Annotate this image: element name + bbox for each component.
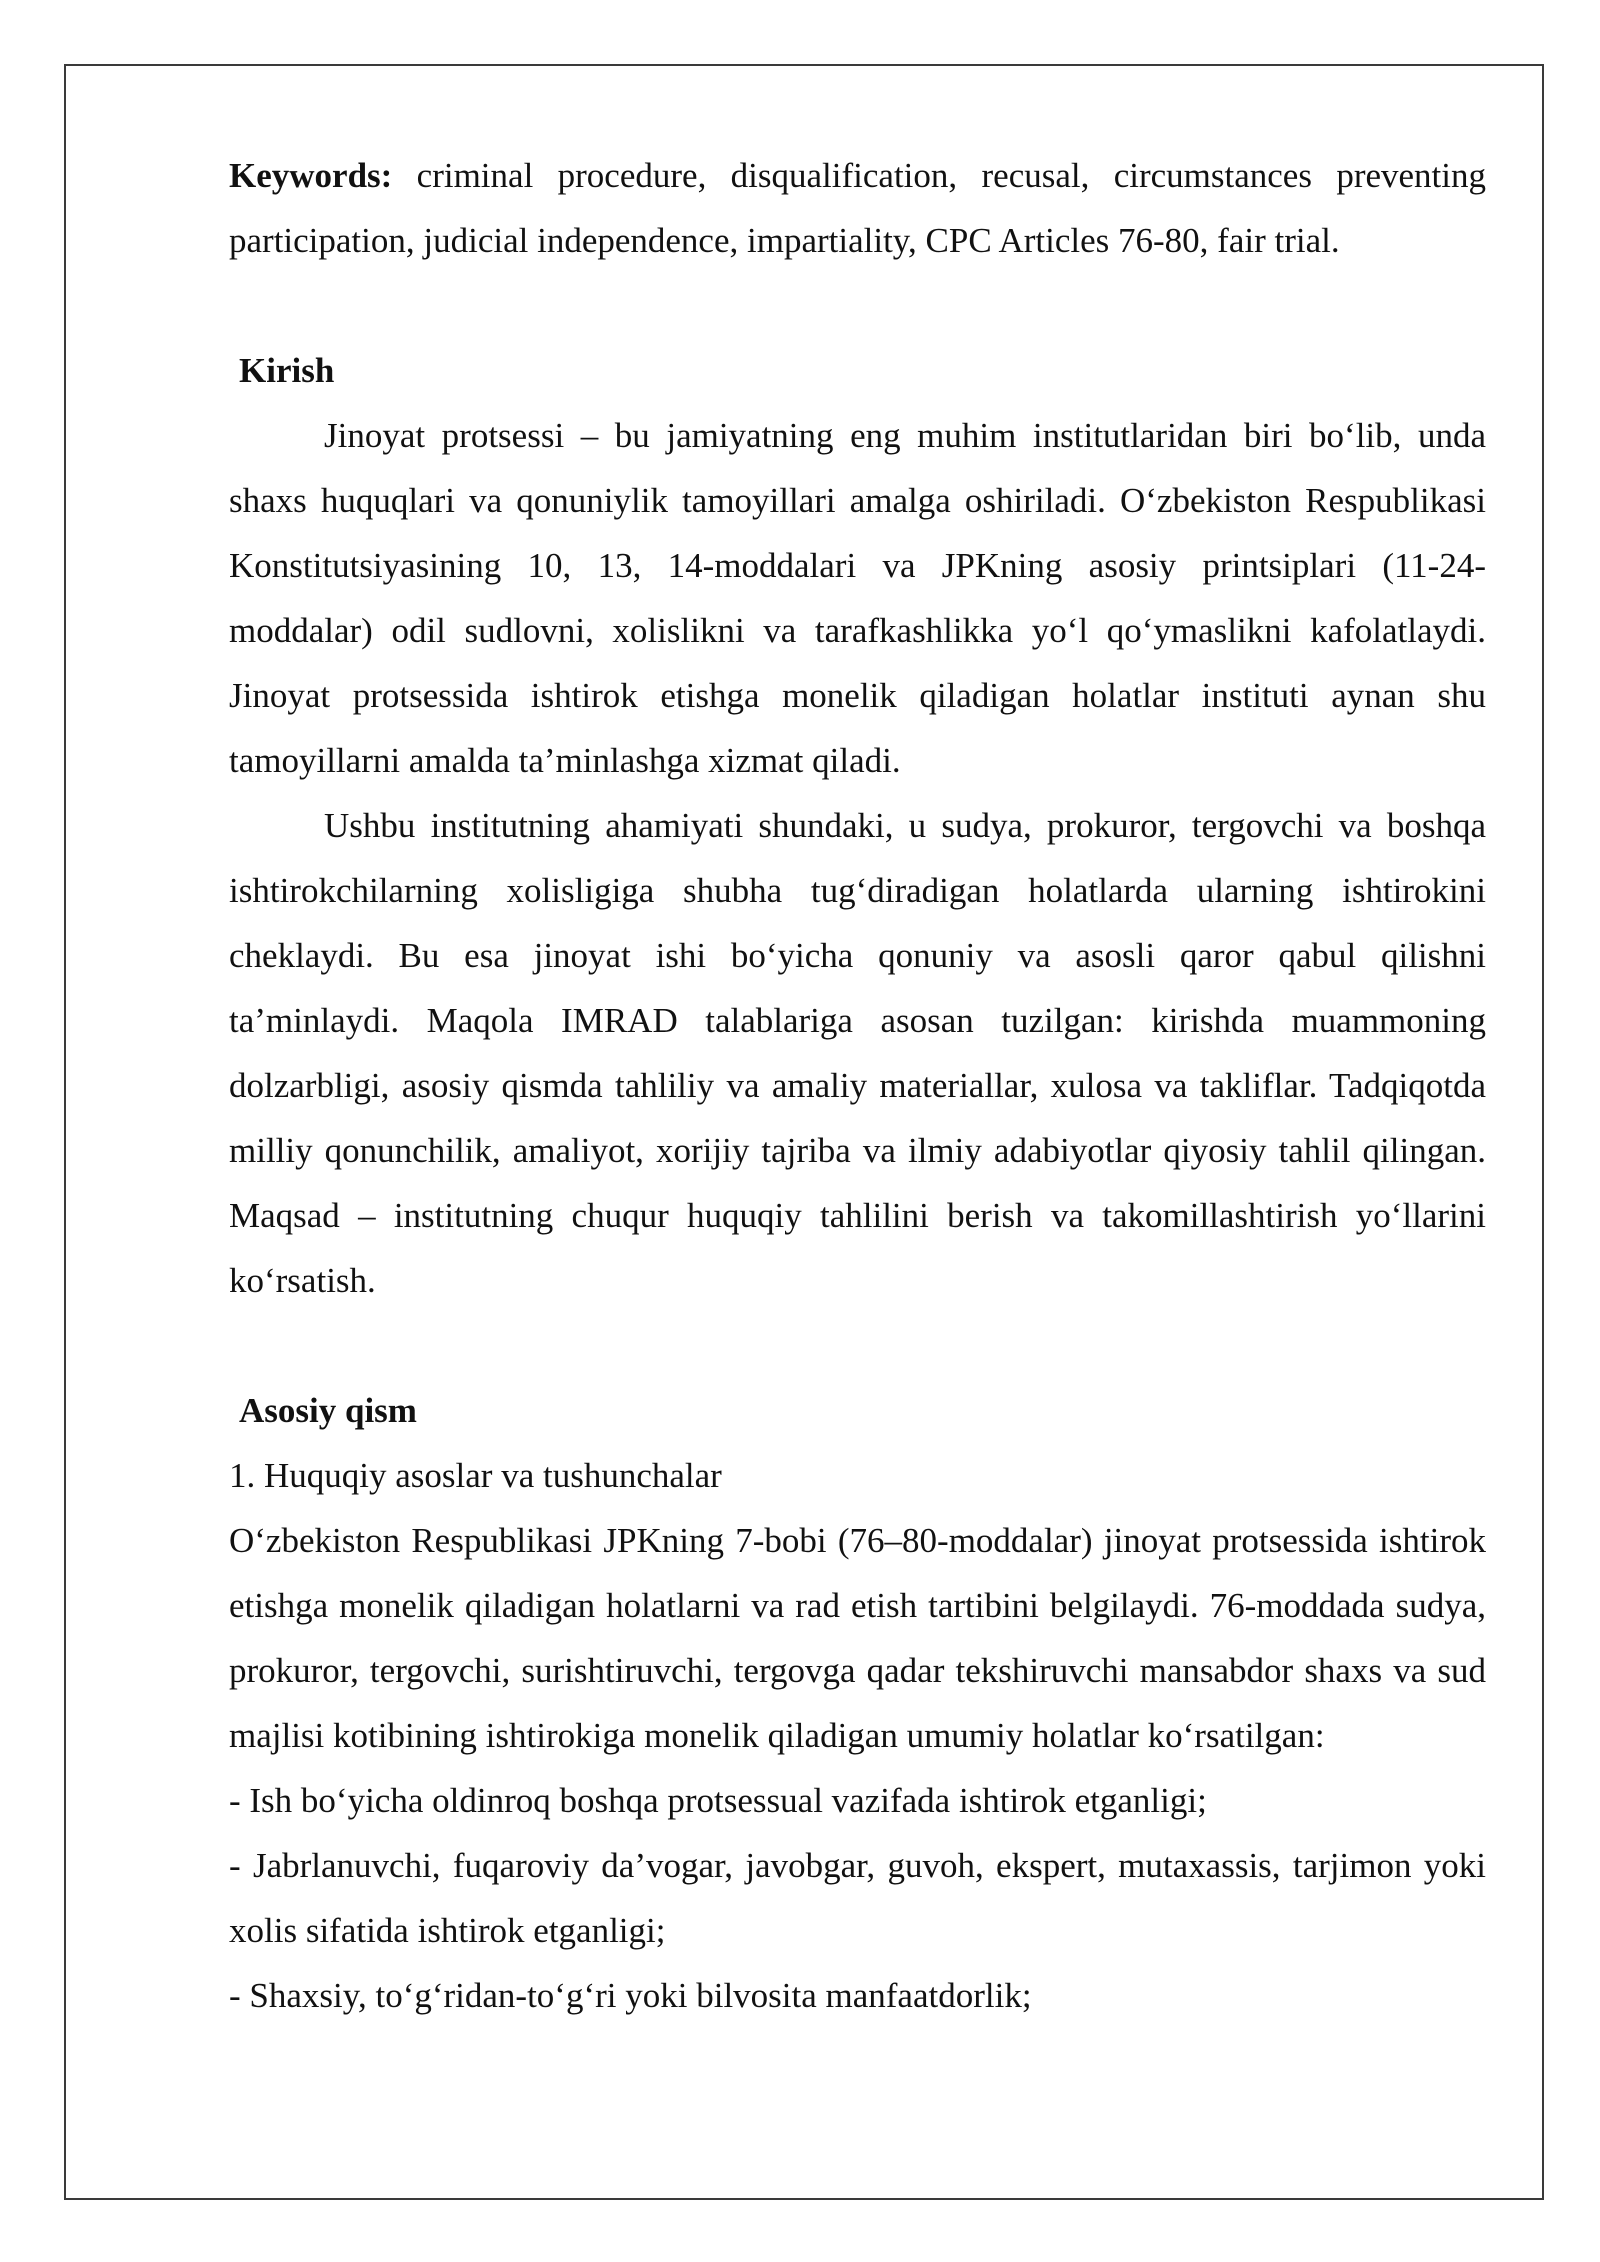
main-subheading: 1. Huquqiy asoslar va tushunchalar: [229, 1456, 722, 1495]
main-heading: Asosiy qism: [239, 1391, 417, 1430]
keywords-text: criminal procedure, disqualification, recusal, circumstances preventing participation, judicial independence, impartiality, CPC Articles 76-80, fair trial.: [229, 156, 1486, 260]
keywords-paragraph: [229, 143, 1486, 273]
list-item: - Shaxsiy, to‘g‘ridan-to‘g‘ri yoki bilvosita manfaatdorlik;: [229, 1976, 1032, 2015]
list-item: - Ish bo‘yicha oldinroq boshqa protsessual vazifada ishtirok etganligi;: [229, 1781, 1207, 1820]
main-paragraph: O‘zbekiston Respublikasi JPKning 7-bobi (76–80-moddalar) jinoyat protsessida ishtirok etishga monelik qiladigan holatlarni va rad etish tartibini belgilaydi. 76-moddada sudya, prokuror, tergovchi, surishtiruvchi, tergovga qadar tekshiruvchi mansabdor shaxs va sud majlisi kotibining ishtirokiga monelik qiladigan umumiy holatlar ko‘rsatilgan:: [229, 1521, 1486, 1755]
intro-heading: Kirish: [239, 351, 335, 390]
blank-line: [229, 1313, 1486, 1378]
document-body: [229, 143, 1486, 2028]
blank-line: [229, 273, 1486, 338]
list-item: - Jabrlanuvchi, fuqaroviy da’vogar, javobgar, guvoh, ekspert, mutaxassis, tarjimon yoki xolis sifatida ishtirok etganligi;: [229, 1846, 1486, 1950]
keywords-label: Keywords:: [229, 156, 393, 195]
intro-paragraph-2: Ushbu institutning ahamiyati shundaki, u sudya, prokuror, tergovchi va boshqa ishtirokchilarning xolisligiga shubha tug‘diradigan holatlarda ularning ishtirokini cheklaydi. Bu esa jinoyat ishi bo‘yicha qonuniy va asosli qaror qabul qilishni ta’minlaydi. Maqola IMRAD talablariga asosan tuzilgan: kirishda muammoning dolzarbligi, asosiy qismda tahliliy va amaliy materiallar, xulosa va takliflar. Tadqiqotda milliy qonunchilik, amaliyot, xorijiy tajriba va ilmiy adabiyotlar qiyosiy tahlil qilingan. Maqsad – institutning chuqur huquqiy tahlilini berish va takomillashtirish yo‘llarini ko‘rsatish.: [229, 806, 1486, 1300]
intro-paragraph-1: Jinoyat protsessi – bu jamiyatning eng muhim institutlaridan biri bo‘lib, unda shaxs huquqlari va qonuniylik tamoyillari amalga oshiriladi. O‘zbekiston Respublikasi Konstitutsiyasining 10, 13, 14-moddalari va JPKning asosiy printsiplari (11-24-moddalar) odil sudlovni, xolislikni va tarafkashlikka yo‘l qo‘ymaslikni kafolatlaydi. Jinoyat protsessida ishtirok etishga monelik qiladigan holatlar instituti aynan shu tamoyillarni amalda ta’minlashga xizmat qiladi.: [229, 416, 1486, 780]
